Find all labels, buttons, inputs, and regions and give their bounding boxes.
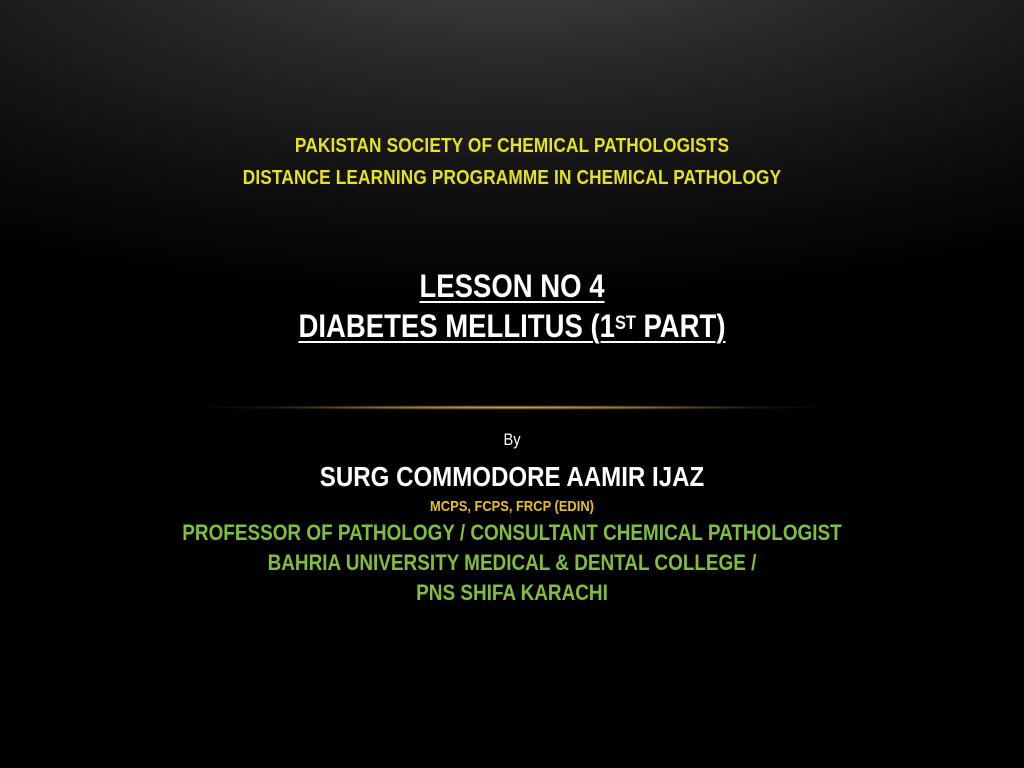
- lesson-subject-superscript: ST: [614, 313, 636, 334]
- by-label: By: [503, 430, 521, 449]
- author-block: [0, 428, 1024, 608]
- society-name: PAKISTAN SOCIETY OF CHEMICAL PATHOLOGISTS: [294, 135, 730, 157]
- lesson-subject-end: PART): [635, 308, 726, 344]
- society-header: [72, 130, 953, 194]
- author-credentials: MCPS, FCPS, FRCP (EDIN): [430, 498, 594, 515]
- programme-name: DISTANCE LEARNING PROGRAMME IN CHEMICAL PATHOLOGY: [242, 167, 782, 189]
- lesson-number: LESSON NO 4: [419, 268, 605, 304]
- lesson-title-block: [72, 266, 953, 346]
- author-name: SURG COMMODORE AAMIR IJAZ: [319, 461, 705, 492]
- lesson-subject-main: DIABETES MELLITUS (1: [298, 308, 615, 344]
- lesson-subject: [298, 308, 725, 344]
- author-position: PROFESSOR OF PATHOLOGY / CONSULTANT CHEMICAL PATHOLOGIST: [182, 520, 842, 545]
- author-institution: BAHRIA UNIVERSITY MEDICAL & DENTAL COLLEGE /: [267, 550, 757, 575]
- author-location: PNS SHIFA KARACHI: [416, 580, 608, 605]
- gold-divider: [180, 405, 844, 410]
